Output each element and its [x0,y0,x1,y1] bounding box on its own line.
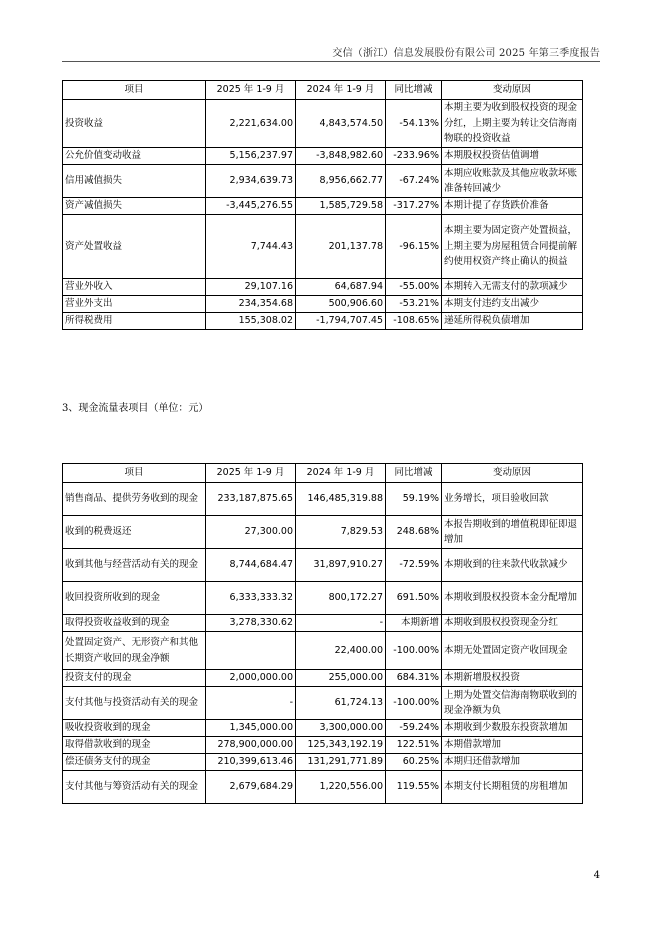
row-reason: 本期支付违约支出减少 [442,296,583,313]
row-reason: 上期为处置交信海南物联收到的现金净额为负 [442,687,583,720]
row-2024: -3,848,982.60 [296,148,386,165]
row-2025: 234,354.68 [206,296,296,313]
row-2025: 155,308.02 [206,313,296,330]
row-yoy: 691.50% [386,582,442,615]
row-item: 取得借款收到的现金 [63,737,206,754]
col-header-reason: 变动原因 [442,464,583,483]
row-item: 销售商品、提供劳务收到的现金 [63,483,206,516]
row-2025: 278,900,000.00 [206,737,296,754]
table-row [63,296,583,313]
row-yoy: 60.25% [386,754,442,771]
row-yoy: 122.51% [386,737,442,754]
row-yoy: 119.55% [386,771,442,804]
row-2024: 3,300,000.00 [296,720,386,737]
row-item: 投资收益 [63,100,206,148]
row-2025: -3,445,276.55 [206,198,296,215]
row-2025: 233,187,875.65 [206,483,296,516]
row-2024: 61,724.13 [296,687,386,720]
table-row [63,549,583,582]
row-2025: 3,278,330.62 [206,615,296,632]
row-item: 营业外支出 [63,296,206,313]
row-2024: 131,291,771.89 [296,754,386,771]
row-yoy: -59.24% [386,720,442,737]
table-row [63,670,583,687]
row-reason: 本期借款增加 [442,737,583,754]
row-2025: 6,333,333.32 [206,582,296,615]
col-header-2024: 2024 年 1-9 月 [296,81,386,100]
row-reason: 本期新增股权投资 [442,670,583,687]
table-row [63,279,583,296]
table-row [63,165,583,198]
col-header-yoy: 同比增减 [386,464,442,483]
row-reason: 本报告期收到的增值税即征即退增加 [442,516,583,549]
row-yoy: -100.00% [386,687,442,720]
row-2024: 7,829.53 [296,516,386,549]
row-item: 公允价值变动收益 [63,148,206,165]
table-row [63,615,583,632]
col-header-2024: 2024 年 1-9 月 [296,464,386,483]
row-reason: 本期收到股权投资本金分配增加 [442,582,583,615]
row-item: 吸收投资收到的现金 [63,720,206,737]
table-row [63,483,583,516]
row-2024: 146,485,319.88 [296,483,386,516]
row-item: 处置固定资产、无形资产和其他长期资产收回的现金净额 [63,632,206,670]
table-header-row [63,464,583,483]
row-yoy: -72.59% [386,549,442,582]
row-item: 收到其他与经营活动有关的现金 [63,549,206,582]
row-2025: 210,399,613.46 [206,754,296,771]
row-2024: 31,897,910.27 [296,549,386,582]
row-2025: 5,156,237.97 [206,148,296,165]
row-2025: 1,345,000.00 [206,720,296,737]
table-row [63,198,583,215]
row-2024: 1,585,729.58 [296,198,386,215]
row-2025: 8,744,684.47 [206,549,296,582]
row-item: 偿还债务支付的现金 [63,754,206,771]
row-yoy: -100.00% [386,632,442,670]
row-reason: 本期收到少数股东投资款增加 [442,720,583,737]
row-reason: 本期支付长期租赁的房租增加 [442,771,583,804]
row-yoy: 本期新增 [386,615,442,632]
row-item: 营业外收入 [63,279,206,296]
row-yoy: 248.68% [386,516,442,549]
row-2024: 255,000.00 [296,670,386,687]
col-header-2025: 2025 年 1-9 月 [206,464,296,483]
row-yoy: -55.00% [386,279,442,296]
table-row [63,582,583,615]
table-row [63,632,583,670]
table-row [63,215,583,279]
table-row [63,100,583,148]
row-2025: 2,934,639.73 [206,165,296,198]
row-2024: -1,794,707.45 [296,313,386,330]
table-row [63,771,583,804]
row-reason: 本期应收账款及其他应收款坏账准备转回减少 [442,165,583,198]
row-reason: 本期收到股权投资现金分红 [442,615,583,632]
row-2025: 2,221,634.00 [206,100,296,148]
row-yoy: -67.24% [386,165,442,198]
row-reason: 本期收到的往来款代收款减少 [442,549,583,582]
section-title: 3、现金流量表项目（单位：元） [62,403,209,414]
row-2025: - [206,687,296,720]
income-changes-table [62,80,583,330]
row-item: 收回投资所收到的现金 [63,582,206,615]
row-item: 资产减值损失 [63,198,206,215]
row-2024: 125,343,192.19 [296,737,386,754]
table-row [63,754,583,771]
row-reason: 业务增长，项目验收回款 [442,483,583,516]
row-yoy: -317.27% [386,198,442,215]
col-header-item: 项目 [63,464,206,483]
row-reason: 本期主要为固定资产处置损益，上期主要为房屋租赁合同提前解约使用权资产终止确认的损益 [442,215,583,279]
table-header-row [63,81,583,100]
row-item: 资产处置收益 [63,215,206,279]
row-2024: 8,956,662.77 [296,165,386,198]
col-header-reason: 变动原因 [442,81,583,100]
row-item: 收到的税费返还 [63,516,206,549]
row-yoy: 59.19% [386,483,442,516]
row-reason: 本期计提了存货跌价准备 [442,198,583,215]
row-item: 投资支付的现金 [63,670,206,687]
row-2024: 22,400.00 [296,632,386,670]
row-item: 支付其他与投资活动有关的现金 [63,687,206,720]
table-row [63,516,583,549]
table-row [63,737,583,754]
row-reason: 本期主要为收到股权投资的现金分红，上期主要为转让交信海南物联的投资收益 [442,100,583,148]
row-yoy: -53.21% [386,296,442,313]
row-yoy: -233.96% [386,148,442,165]
col-header-2025: 2025 年 1-9 月 [206,81,296,100]
row-yoy: 684.31% [386,670,442,687]
row-yoy: -96.15% [386,215,442,279]
col-header-item: 项目 [63,81,206,100]
header-divider [62,61,600,62]
report-header: 交信（浙江）信息发展股份有限公司 2025 年第三季度报告 [332,48,600,59]
row-2024: 1,220,556.00 [296,771,386,804]
row-2024: 500,906.60 [296,296,386,313]
row-2024: 4,843,574.50 [296,100,386,148]
row-2025 [206,632,296,670]
table-row [63,313,583,330]
row-reason: 本期转入无需支付的款项减少 [442,279,583,296]
row-reason: 本期股权投资估值调增 [442,148,583,165]
row-reason: 递延所得税负债增加 [442,313,583,330]
table-row [63,687,583,720]
row-2024: 201,137.78 [296,215,386,279]
row-reason: 本期归还借款增加 [442,754,583,771]
row-reason: 本期无处置固定资产收回现金 [442,632,583,670]
row-item: 取得投资收益收到的现金 [63,615,206,632]
row-2025: 2,679,684.29 [206,771,296,804]
row-2025: 2,000,000.00 [206,670,296,687]
row-yoy: -54.13% [386,100,442,148]
row-2024: 64,687.94 [296,279,386,296]
row-2025: 27,300.00 [206,516,296,549]
row-item: 支付其他与筹资活动有关的现金 [63,771,206,804]
row-yoy: -108.65% [386,313,442,330]
table-row [63,720,583,737]
row-2025: 29,107.16 [206,279,296,296]
table-row [63,148,583,165]
row-item: 信用减值损失 [63,165,206,198]
col-header-yoy: 同比增减 [386,81,442,100]
row-2024: 800,172.27 [296,582,386,615]
row-item: 所得税费用 [63,313,206,330]
cashflow-changes-table [62,463,583,804]
row-2025: 7,744.43 [206,215,296,279]
page-number: 4 [593,870,600,881]
row-2024: - [296,615,386,632]
